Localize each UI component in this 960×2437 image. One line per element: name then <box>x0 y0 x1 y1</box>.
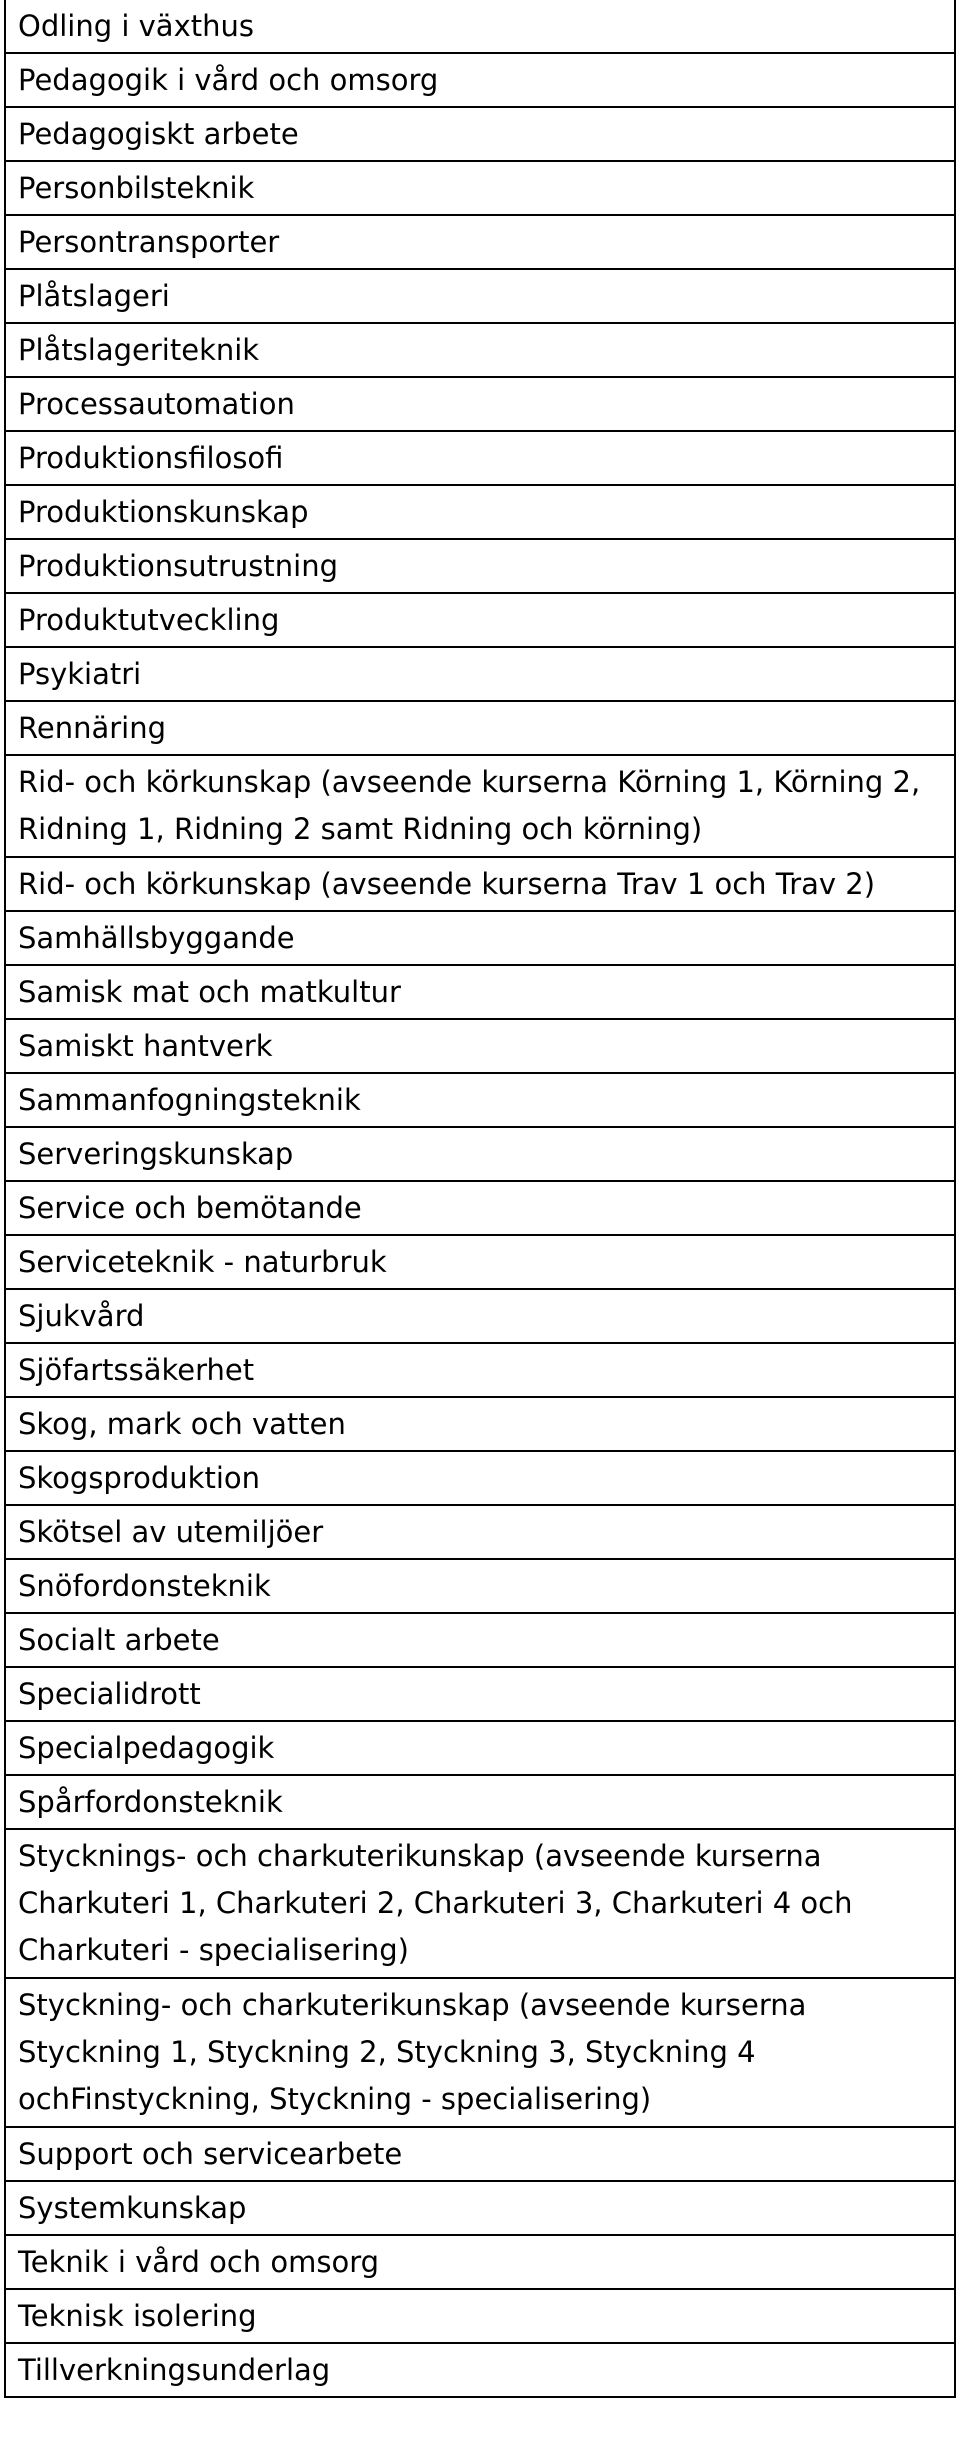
table-row <box>6 1128 954 1182</box>
row-text: Rid- och körkunskap (avseende kurserna Körning 1, Körning 2, Ridning 1, Ridning 2 samt Ridning och körning) <box>18 765 921 846</box>
table-row <box>6 2290 954 2344</box>
table-row <box>6 1290 954 1344</box>
table-row <box>6 270 954 324</box>
table-row <box>6 2344 954 2398</box>
table-row <box>6 1074 954 1128</box>
subject-table <box>4 0 956 2398</box>
table-row <box>6 756 954 858</box>
table-row <box>6 1452 954 1506</box>
row-text: Sammanfogningsteknik <box>18 1082 361 1117</box>
table-row <box>6 1236 954 1290</box>
table-row <box>6 966 954 1020</box>
row-text: Produktionskunskap <box>18 494 309 529</box>
table-row <box>6 486 954 540</box>
row-text: Produktutveckling <box>18 602 280 637</box>
table-row <box>6 648 954 702</box>
row-text: Pedagogiskt arbete <box>18 116 299 151</box>
row-text: Spårfordonsteknik <box>18 1784 283 1819</box>
table-row <box>6 1182 954 1236</box>
table-row <box>6 1668 954 1722</box>
table-row <box>6 216 954 270</box>
row-text: Plåtslageri <box>18 278 170 313</box>
row-text: Samiskt hantverk <box>18 1028 273 1063</box>
row-text: Support och servicearbete <box>18 2136 403 2171</box>
table-row <box>6 324 954 378</box>
row-text: Specialidrott <box>18 1676 201 1711</box>
row-text: Pedagogik i vård och omsorg <box>18 62 439 97</box>
row-text: Produktionsfilosofi <box>18 440 284 475</box>
table-row <box>6 1020 954 1074</box>
table-row <box>6 1506 954 1560</box>
row-text: Rennäring <box>18 710 166 745</box>
row-text: Sjöfartssäkerhet <box>18 1352 255 1387</box>
row-text: Skog, mark och vatten <box>18 1406 346 1441</box>
row-text: Sjukvård <box>18 1298 145 1333</box>
row-text: Stycknings- och charkuterikunskap (avseende kurserna Charkuteri 1, Charkuteri 2, Charkuteri 3, Charkuteri 4 och Charkuteri - specialisering) <box>18 1839 853 1967</box>
table-row <box>6 912 954 966</box>
row-text: Service och bemötande <box>18 1190 362 1225</box>
row-text: Socialt arbete <box>18 1622 220 1657</box>
table-row <box>6 1722 954 1776</box>
table-row <box>6 1344 954 1398</box>
table-row <box>6 54 954 108</box>
row-text: Serviceteknik - naturbruk <box>18 1244 387 1279</box>
table-row <box>6 2236 954 2290</box>
table-row <box>6 1776 954 1830</box>
table-row <box>6 378 954 432</box>
table-row <box>6 2128 954 2182</box>
row-text: Specialpedagogik <box>18 1730 275 1765</box>
table-row <box>6 1560 954 1614</box>
row-text: Plåtslageriteknik <box>18 332 260 367</box>
table-row <box>6 594 954 648</box>
table-row <box>6 1830 954 1979</box>
row-text: Samhällsbyggande <box>18 920 295 955</box>
row-text: Snöfordonsteknik <box>18 1568 271 1603</box>
row-text: Skogsproduktion <box>18 1460 260 1495</box>
table-row <box>6 108 954 162</box>
row-text: Personbilsteknik <box>18 170 255 205</box>
table-row <box>6 1979 954 2128</box>
row-text: Processautomation <box>18 386 295 421</box>
table-row <box>6 540 954 594</box>
row-text: Serveringskunskap <box>18 1136 294 1171</box>
row-text: Systemkunskap <box>18 2190 247 2225</box>
table-row <box>6 2182 954 2236</box>
row-text: Rid- och körkunskap (avseende kurserna Trav 1 och Trav 2) <box>18 866 876 901</box>
table-row <box>6 1614 954 1668</box>
table-row <box>6 1398 954 1452</box>
row-text: Samisk mat och matkultur <box>18 974 401 1009</box>
row-text: Psykiatri <box>18 656 142 691</box>
row-text: Skötsel av utemiljöer <box>18 1514 324 1549</box>
table-row <box>6 432 954 486</box>
row-text: Teknisk isolering <box>18 2298 257 2333</box>
row-text: Styckning- och charkuterikunskap (avseende kurserna Styckning 1, Styckning 2, Styckning 3, Styckning 4 ochFinstyckning, Styckning - specialisering) <box>18 1988 807 2116</box>
table-row <box>6 702 954 756</box>
row-text: Persontransporter <box>18 224 280 259</box>
row-text: Tillverkningsunderlag <box>18 2352 331 2387</box>
table-row <box>6 162 954 216</box>
row-text: Produktionsutrustning <box>18 548 339 583</box>
row-text: Odling i växthus <box>18 8 254 43</box>
row-text: Teknik i vård och omsorg <box>18 2244 380 2279</box>
table-row <box>6 0 954 54</box>
table-row <box>6 858 954 912</box>
